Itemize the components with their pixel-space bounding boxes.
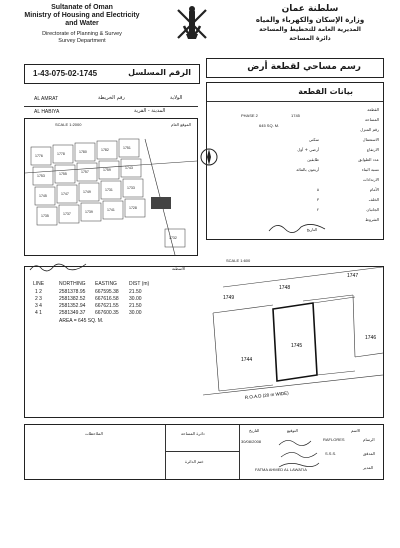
footer-remarks-label: الملاحظات [85, 431, 103, 436]
plot-data-row-label: الاستعمال [362, 137, 379, 142]
coord-area-line: AREA = 645 SQ. M. [59, 318, 104, 324]
detail-plot-subject: 1745 [291, 343, 303, 349]
grid-plot-label: 1776 [35, 154, 43, 158]
coord-row [33, 310, 183, 317]
coord-rows [33, 289, 183, 317]
village-value: AL HABIYA [34, 109, 60, 115]
detail-plot-1746: 1746 [365, 335, 377, 341]
footer-col-divider-1 [165, 425, 166, 479]
plot-data-row-value: ٢ [316, 207, 319, 212]
detail-scale: SCALE 1:600 [226, 258, 251, 263]
plot-data-row [207, 145, 383, 155]
footer-col-divider-2 [239, 425, 240, 479]
coord-cell: 4 1 [35, 310, 42, 316]
plan-number: 1-43-075-02-1745 [33, 69, 98, 78]
plot-data-row-label: رقم المنزل [360, 127, 379, 132]
header-ar [230, 4, 390, 43]
coord-header-easting: EASTING [95, 281, 117, 287]
header-en-line-5: Survey Department [58, 38, 106, 44]
header-ar-line-1: سلطنة عمان [281, 4, 339, 14]
plot-data-rows [207, 105, 383, 225]
plan-number-label: الرقم المسلسل [128, 68, 191, 77]
plot-data-row-label: الخلف [368, 197, 379, 202]
coord-cell: 2581382.52 [59, 296, 86, 302]
coord-cell: 667621.55 [95, 303, 119, 309]
road-label: R.O.A.D (20 m WIDE) [244, 390, 289, 400]
subject-plot-outline [273, 303, 317, 381]
footer-checked-by: S.S.S. [325, 451, 337, 456]
plot-data-divider [207, 101, 383, 102]
grid-plot-label: 1780 [79, 150, 87, 154]
detail-plot-1749: 1749 [223, 295, 235, 301]
plot-data-row-value: ٣ [316, 197, 319, 202]
plot-data-heading: بيانات القطعة [298, 87, 353, 96]
footer-row-divider [165, 451, 239, 452]
plot-date-label: التاريخ [306, 227, 317, 232]
grid-plot-label: 1782 [101, 148, 109, 152]
coord-cell: 667600.35 [95, 310, 119, 316]
plot-data-row [207, 155, 383, 165]
signature-mark-icon [267, 219, 327, 235]
plot-data-row [207, 175, 383, 185]
plot-data-row-value: طابقين [307, 157, 319, 162]
grid-plot-label: 1745 [39, 194, 47, 198]
plot-data-row [207, 195, 383, 205]
header-en-line-3: and Water [65, 20, 99, 27]
plot-data-row-value: سكني [308, 137, 319, 142]
grid-plot-label: 1733 [127, 186, 135, 190]
coord-header-line: LINE [33, 281, 45, 287]
grid-plot-label: 1739 [85, 210, 93, 214]
plot-data-row [207, 115, 383, 125]
grid-plot-label: 1751 [123, 146, 131, 150]
coord-header-dist: DIST (m) [129, 281, 150, 287]
coord-row [33, 296, 183, 303]
grid-plot-label: 1728 [129, 206, 137, 210]
coord-cell: 1 2 [35, 289, 42, 295]
plot-area: 645 SQ. M. [259, 123, 280, 128]
footer-director: FATMA AHMED AL LAWATIA [255, 467, 307, 472]
footer-director-label: المدير [363, 465, 374, 470]
wilayat-label: الولاية [170, 95, 183, 101]
plot-data-row-label: المساحة [364, 117, 379, 122]
plot-data-row [207, 135, 383, 145]
footer-drawn-by-label: الرسام [363, 437, 375, 442]
header-ar-line-3: المديرية العامة للتخطيط والمساحة [259, 26, 361, 33]
grid-plots [31, 139, 185, 247]
plot-data-row [207, 165, 383, 175]
footer-drawn-by: RAFLORES [323, 437, 345, 442]
coord-row [33, 289, 183, 296]
location-map-label: الموقع العام [171, 122, 191, 127]
footer-signature-icon [277, 435, 321, 469]
location-map-scale: SCALE 1:2000 [55, 122, 82, 127]
grid-plot-label: 1753 [37, 174, 45, 178]
detail-plot-1748: 1748 [279, 285, 291, 291]
coord-cell: 21.50 [129, 289, 142, 295]
coord-header [33, 281, 183, 289]
location-map [25, 129, 197, 255]
plot-data-row-value: ٥ [316, 187, 319, 192]
coord-cell: 667616.58 [95, 296, 119, 302]
coord-cell: 3 4 [35, 303, 42, 309]
grid-plot-label: 1741 [107, 208, 115, 212]
footer-col-signature: التوقيع [287, 428, 298, 433]
plot-data-row-label: الشروط [365, 217, 379, 222]
grid-plot-labels [35, 146, 177, 240]
detail-plot-1744: 1744 [241, 357, 253, 363]
header-en [22, 4, 142, 45]
plot-phase: PHASE 2 [241, 113, 258, 118]
plot-number: 1745 [291, 113, 300, 118]
detail-section [24, 266, 384, 418]
plot-data-row-label: القطعة [367, 107, 379, 112]
grid-plot-label: 1759 [103, 168, 111, 172]
grid-plot-label: 1778 [57, 152, 65, 156]
location-divider [24, 106, 198, 107]
document-title: رسم مساحي لقطعة أرض [247, 62, 361, 72]
header-en-line-2: Ministry of Housing and Electricity [24, 12, 140, 19]
plot-data-row [207, 185, 383, 195]
plan-number-box [24, 64, 200, 84]
grid-plot-label: 1743 [125, 166, 133, 170]
header-ar-line-4: دائرة المساحة [289, 35, 331, 42]
footer-survey-dept: دائرة المساحة [181, 431, 205, 436]
coordinate-table [33, 281, 183, 325]
coord-cell: 667595.38 [95, 289, 119, 295]
grid-plot-label: 1735 [41, 214, 49, 218]
coord-cell: 2581378.95 [59, 289, 86, 295]
location-map-box [24, 118, 198, 256]
village-label: المدينة - القرية [134, 108, 166, 114]
footer-drawn-date: 30/08/2008 [241, 439, 262, 444]
plot-data-row-label: الأمام [369, 187, 379, 192]
plot-data-row-label: الارتدادات [362, 177, 379, 182]
plot-data-row [207, 205, 383, 215]
coord-cell: 30.00 [129, 296, 142, 302]
plot-data-row [207, 105, 383, 115]
coord-cell: 30.00 [129, 310, 142, 316]
grid-plot-label: 1757 [81, 170, 89, 174]
title-box [206, 58, 384, 78]
plot-data-row-label: الجانبان [366, 207, 379, 212]
plot-data-row-label: نسبة البناء [361, 167, 379, 172]
coord-cell: 2 3 [35, 296, 42, 302]
map-label: رقم الخريطة [98, 95, 125, 101]
footer-stamp-label: ختم الدائرة [185, 459, 204, 464]
grid-plot-label: 1755 [59, 172, 67, 176]
footer-checked-by-label: المدقق [363, 451, 375, 456]
grid-plot-label: 1732 [169, 236, 177, 240]
plot-data-panel [206, 82, 384, 240]
plot-data-row-value: أربعون بالمائة [296, 167, 319, 172]
detail-plot-1747: 1747 [347, 273, 359, 279]
coord-header-northing: NORTHING [59, 281, 86, 287]
plot-data-row [207, 125, 383, 135]
grid-plot-label: 1749 [83, 190, 91, 194]
footer-table [24, 424, 384, 480]
plot-data-row-label: عدد الطوابق [358, 157, 379, 162]
grid-plot-label: 1747 [61, 192, 69, 196]
coord-cell: 21.50 [129, 303, 142, 309]
detail-drawing [183, 267, 383, 417]
wilayat-value: AL AMRAT [34, 96, 59, 102]
header-en-line-4: Directorate of Planning & Survey [42, 31, 122, 37]
coord-cell: 2581349.37 [59, 310, 86, 316]
footer-col-date: التاريخ [249, 428, 260, 433]
header-en-line-1: Sultanate of Oman [51, 4, 113, 11]
grid-plot-label: 1737 [63, 212, 71, 216]
coord-cell: 2581352.94 [59, 303, 86, 309]
oman-emblem-icon [170, 4, 214, 46]
survey-document [22, 4, 390, 540]
coord-row [33, 303, 183, 310]
footer-col-name: الاسم [351, 428, 361, 433]
header-ar-line-2: وزارة الإسكان والكهرباء والمياه [255, 16, 365, 24]
grid-plot-label: 1731 [105, 188, 113, 192]
stamp-label: الأسطنة [172, 266, 186, 271]
plot-data-row-value: أرضي + أول [297, 147, 319, 152]
plot-data-row-label: الارتفاع [366, 147, 379, 152]
